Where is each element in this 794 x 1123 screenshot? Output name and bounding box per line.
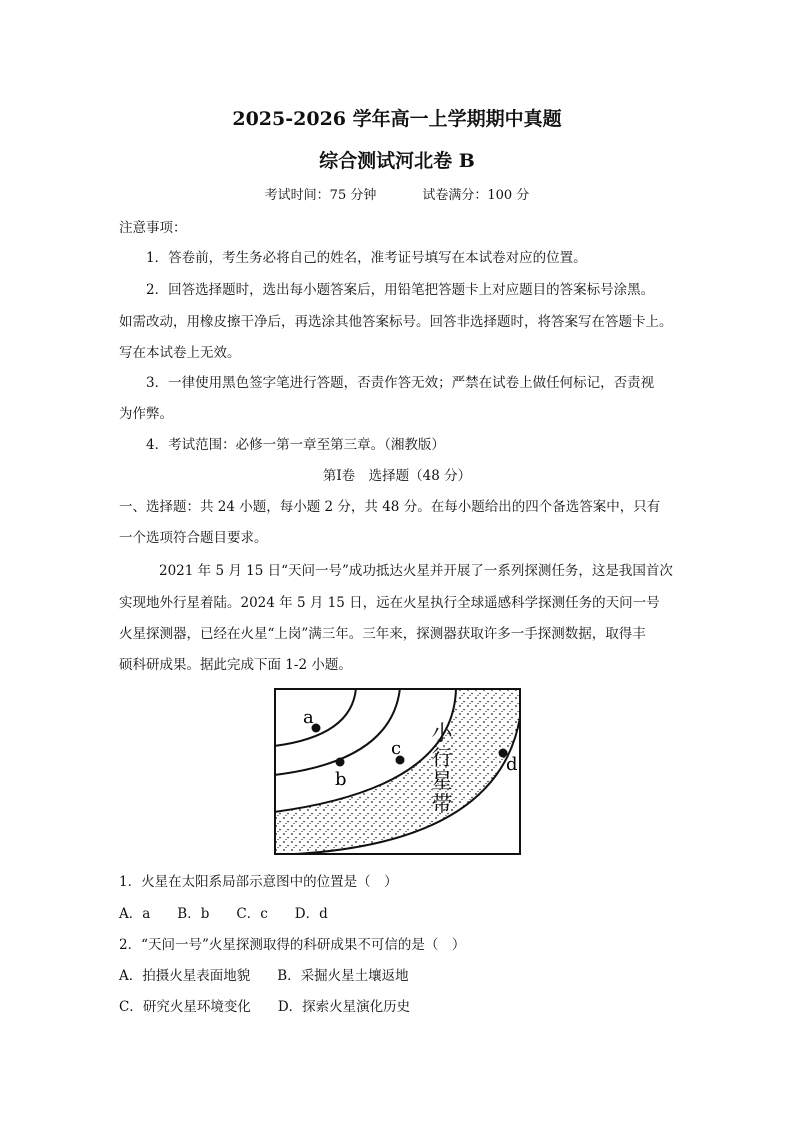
notice-item-4: 4．考试范围：必修一第一章至第三章。（湘教版） bbox=[146, 437, 445, 453]
belt-char: 小 bbox=[431, 721, 453, 745]
notice-item-2-cont: 写在本试卷上无效。 bbox=[119, 345, 241, 361]
question-2: 2．“天问一号”火星探测取得的科研成果不可信的是（ ） bbox=[119, 937, 466, 953]
question-2-options: C．研究火星环境变化 D．探索火星演化历史 bbox=[119, 999, 411, 1015]
notice-item-3: 3．一律使用黑色签字笔进行答题，否责作答无效；严禁在试卷上做任何标记，否责视 bbox=[146, 375, 655, 391]
notice-heading: 注意事项： bbox=[119, 220, 187, 236]
belt-char: 行 bbox=[431, 746, 453, 770]
question-2-options: A．拍摄火星表面地貌 B．采掘火星土壤返地 bbox=[119, 968, 409, 984]
orbit-a bbox=[274, 688, 356, 746]
question-1: 1．火星在太阳系局部示意图中的位置是（ ） bbox=[119, 874, 398, 890]
solar-system-diagram bbox=[274, 688, 521, 855]
full-score: 试卷满分：100 分 bbox=[422, 188, 530, 203]
notice-item-2: 2．回答选择题时，选出每小题答案后，用铅笔把答题卡上对应题目的答案标号涂黑。 bbox=[146, 282, 655, 298]
passage-line: 硕科研成果。据此完成下面 1-2 小题。 bbox=[119, 657, 352, 673]
passage-line: 2021 年 5 月 15 日“天问一号”成功抵达火星并开展了一系列探测任务，这是我国首次 bbox=[159, 563, 673, 579]
notice-item-3-cont: 为作弊。 bbox=[119, 406, 173, 422]
label-c: c bbox=[391, 738, 402, 759]
exam-time: 考试时间：75 分钟 bbox=[264, 188, 377, 203]
asteroid-belt-label bbox=[432, 721, 454, 816]
paper-title: 2025-2026 学年高一上学期期中真题 bbox=[232, 108, 562, 130]
planet-b bbox=[336, 758, 345, 767]
label-a: a bbox=[303, 707, 314, 728]
belt-char: 星 bbox=[431, 769, 453, 793]
passage-line: 实现地外行星着陆。2024 年 5 月 15 日，远在火星执行全球遥感科学探测任务的天问一号 bbox=[119, 595, 660, 611]
question-1-options: A．a B．b C．c D．d bbox=[119, 906, 328, 922]
section-instructions: 一、选择题：共 24 小题，每小题 2 分，共 48 分。在每小题给出的四个备选答案中，只有 bbox=[119, 499, 661, 515]
paper-subtitle: 综合测试河北卷 B bbox=[319, 150, 475, 172]
passage-line: 火星探测器，已经在火星“上岗”满三年。三年来，探测器获取许多一手探测数据，取得丰 bbox=[119, 626, 646, 642]
belt-char: 带 bbox=[431, 792, 453, 816]
section-instructions-cont: 一个选项符合题目要求。 bbox=[119, 530, 268, 546]
exam-info bbox=[0, 184, 794, 203]
label-b: b bbox=[335, 769, 347, 790]
section-title: 第Ⅰ卷 选择题（48 分） bbox=[322, 468, 472, 484]
notice-item-1: 1．答卷前，考生务必将自己的姓名，准考证号填写在本试卷对应的位置。 bbox=[146, 250, 587, 266]
notice-item-2-cont: 如需改动，用橡皮擦干净后，再选涂其他答案标号。回答非选择题时，将答案写在答题卡上。 bbox=[119, 314, 673, 330]
label-d: d bbox=[506, 754, 518, 775]
